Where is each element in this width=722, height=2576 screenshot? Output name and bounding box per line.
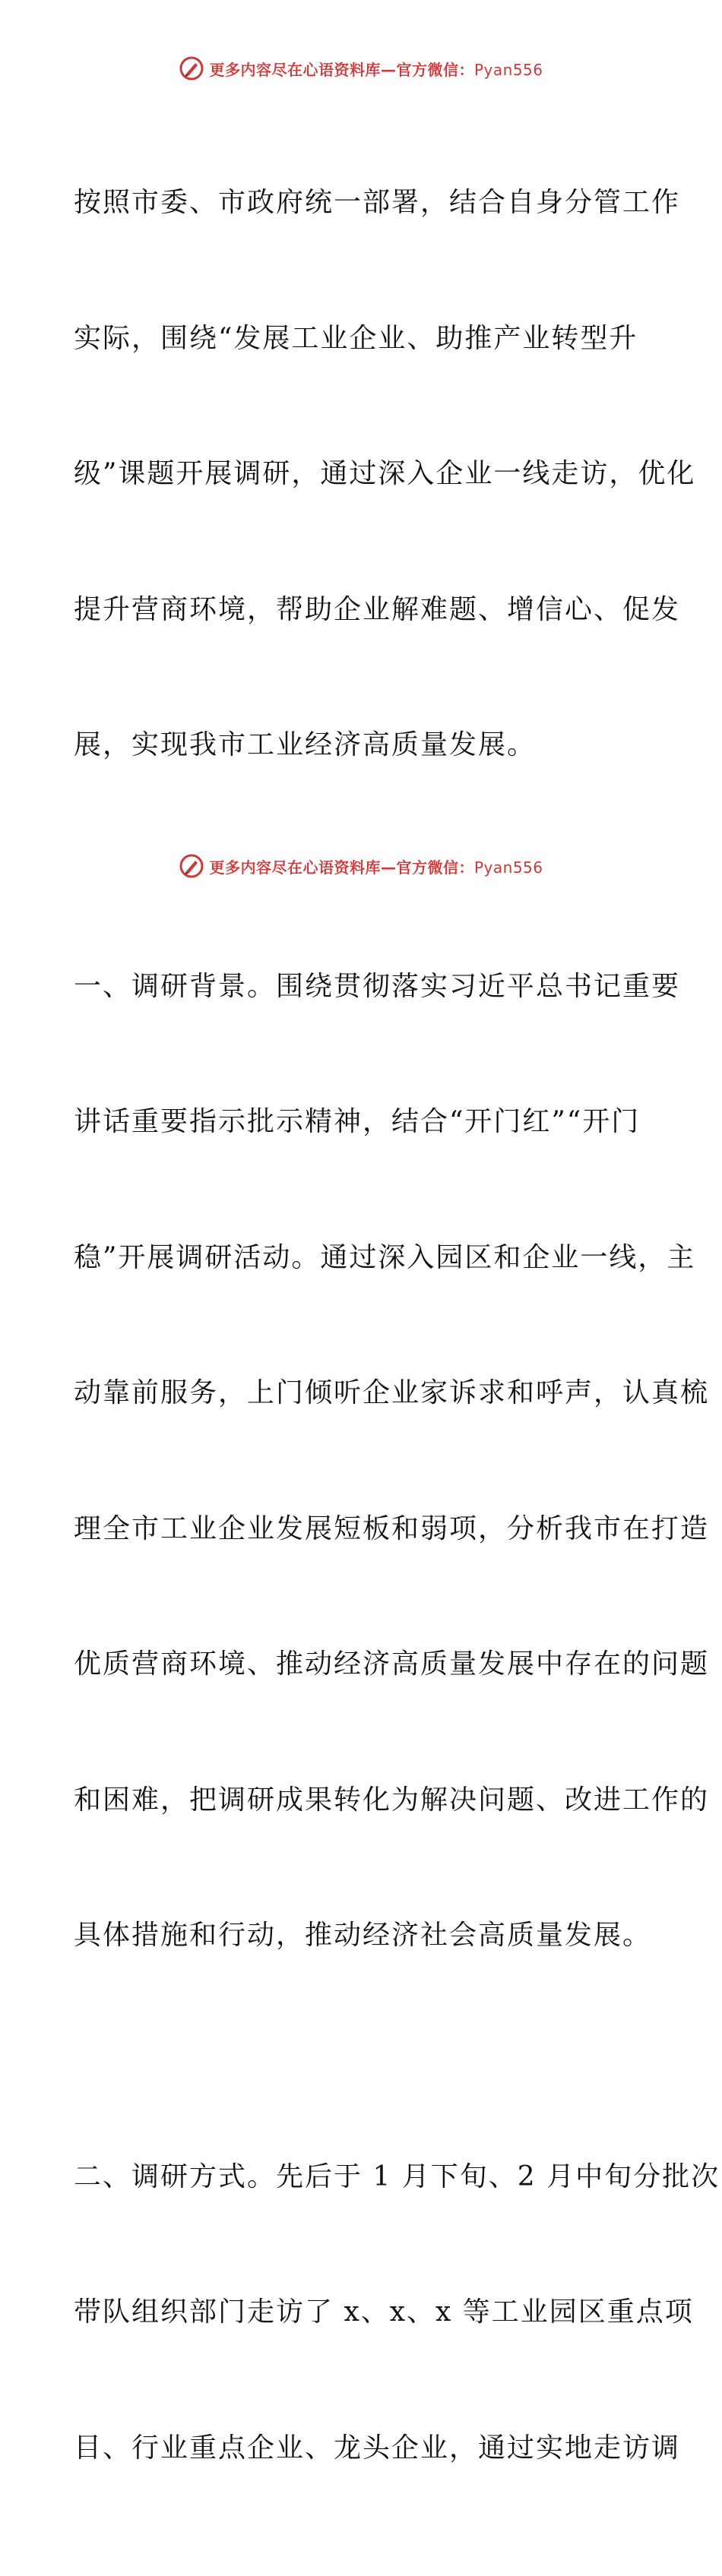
pen-nib-logo-icon bbox=[179, 853, 204, 879]
text-line: 和困难，把调研成果转化为解决问题、改进工作的 bbox=[74, 1784, 710, 1816]
text-line: 优质营商环境、推动经济高质量发展中存在的问题 bbox=[74, 1648, 710, 1680]
watermark-slogan: 更多内容尽在心语资料库 bbox=[209, 60, 381, 79]
paragraph-method bbox=[74, 2064, 720, 2562]
text-line: 级”课题开展调研，通过深入企业一线走访，优化 bbox=[74, 458, 696, 489]
text-line: 讲话重要指示批示精神，结合“开门红”“开门 bbox=[74, 1106, 641, 1137]
watermark-slogan: 更多内容尽在心语资料库 bbox=[209, 858, 381, 877]
text-line: 展，实现我市工业经济高质量发展。 bbox=[74, 729, 537, 760]
document-body bbox=[74, 90, 720, 2576]
watermark-text bbox=[209, 855, 543, 877]
header-watermark bbox=[0, 53, 722, 84]
text-line: 按照市委、市政府统一部署，结合自身分管工作 bbox=[74, 187, 681, 218]
text-line: 实际，围绕“发展工业企业、助推产业转型升 bbox=[74, 322, 638, 354]
text-line: 稳”开展调研活动。通过深入园区和企业一线，主 bbox=[74, 1241, 696, 1273]
watermark-dash: — bbox=[380, 60, 397, 79]
watermark-official: 官方微信： bbox=[396, 858, 474, 877]
footer-watermark bbox=[0, 851, 722, 881]
pen-nib-logo-icon bbox=[179, 55, 204, 81]
text-line: 二、调研方式。先后于 1 月下旬、2 月中旬分批次 bbox=[74, 2160, 720, 2192]
watermark-dash: — bbox=[380, 858, 397, 877]
text-line: 动靠前服务，上门倾听企业家诉求和呼声，认真梳 bbox=[74, 1377, 710, 1408]
paragraph-background bbox=[74, 874, 710, 2049]
text-line: 一、调研背景。围绕贯彻落实习近平总书记重要 bbox=[74, 970, 681, 1002]
text-line: 提升营商环境，帮助企业解难题、增信心、促发 bbox=[74, 593, 681, 625]
watermark-id: Pyan556 bbox=[473, 60, 543, 79]
paragraph-intro bbox=[74, 90, 696, 858]
text-line: 目、行业重点企业、龙头企业，通过实地走访调 bbox=[74, 2432, 681, 2464]
watermark-official: 官方微信： bbox=[396, 60, 474, 79]
text-line: 具体措施和行动，推动经济社会高质量发展。 bbox=[74, 1920, 652, 1951]
text-line: 带队组织部门走访了 x、x、x 等工业园区重点项 bbox=[74, 2296, 694, 2328]
text-line: 理全市工业企业发展短板和弱项，分析我市在打造 bbox=[74, 1512, 710, 1544]
watermark-text bbox=[209, 58, 543, 80]
watermark-id: Pyan556 bbox=[473, 858, 543, 877]
